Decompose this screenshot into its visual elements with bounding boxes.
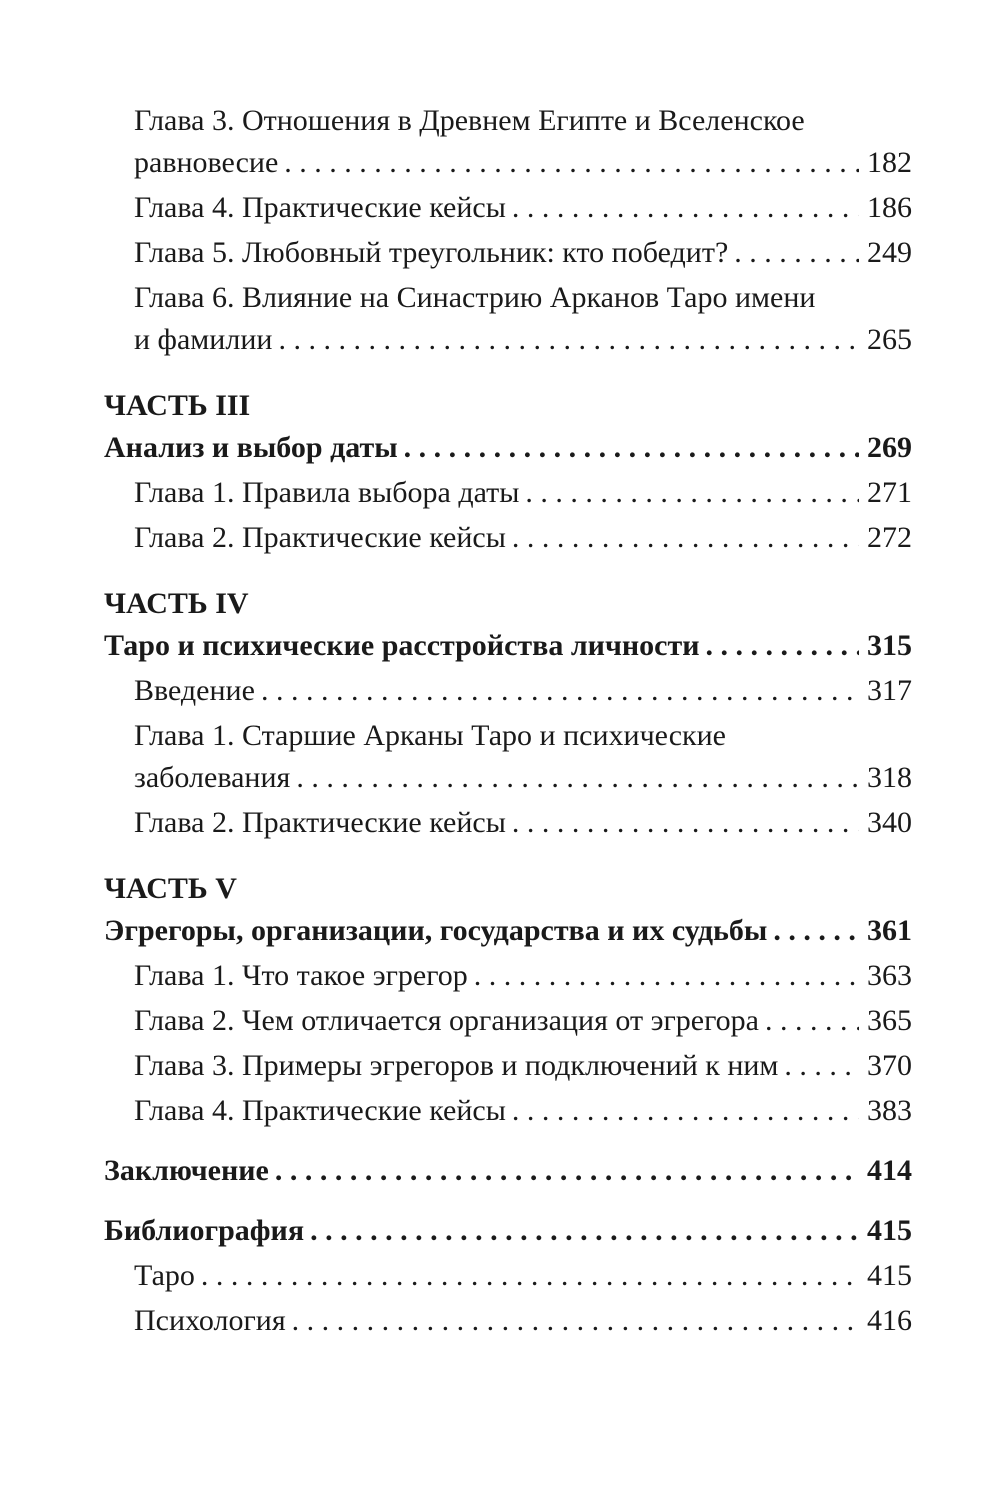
toc-entry <box>104 757 912 799</box>
toc-entry <box>104 802 912 844</box>
toc-entry <box>104 319 912 361</box>
toc-page-number: 271 <box>867 476 912 509</box>
toc-page-number: 383 <box>867 1094 912 1127</box>
toc-entry <box>104 1090 912 1132</box>
dot-leader <box>734 232 859 274</box>
dot-leader <box>512 187 859 229</box>
dot-leader <box>278 319 859 361</box>
dot-leader <box>404 427 859 469</box>
toc-entry <box>104 955 912 997</box>
toc-entry-title: Глава 1. Правила выбора даты <box>134 476 520 509</box>
toc-entry-title: Библиография <box>104 1214 305 1247</box>
toc-page-number: 365 <box>867 1004 912 1037</box>
dot-leader <box>773 910 859 952</box>
toc-entry-title: Таро <box>134 1259 195 1292</box>
toc-page-number: 415 <box>867 1259 912 1292</box>
toc-page-number: 361 <box>867 914 912 947</box>
toc-entry <box>104 472 912 514</box>
toc-entry-title: Глава 3. Примеры эгрегоров и подключений к ним <box>134 1049 779 1082</box>
toc-entry-two-line <box>104 100 912 184</box>
toc-page-number: 340 <box>867 806 912 839</box>
dot-leader <box>474 955 859 997</box>
toc-page-number: 182 <box>867 146 912 179</box>
toc-page-number: 269 <box>867 431 912 464</box>
dot-leader <box>275 1150 859 1192</box>
dot-leader <box>706 625 859 667</box>
toc-part-title <box>104 427 912 469</box>
toc-entry <box>104 517 912 559</box>
toc-entry-title-line2: равновесие <box>134 146 279 179</box>
toc-entry-title: Психология <box>134 1304 286 1337</box>
part-label: ЧАСТЬ V <box>104 872 237 905</box>
toc-part-title <box>104 625 912 667</box>
toc-entry-title: Глава 1. Что такое эгрегор <box>134 959 468 992</box>
toc-entry-title: Глава 4. Практические кейсы <box>134 191 506 224</box>
toc-entry-title-line1: Глава 3. Отношения в Древнем Египте и Вселенское <box>134 104 805 137</box>
toc-entry-title-line2: и фамилии <box>134 323 273 356</box>
toc-entry <box>104 670 912 712</box>
dot-leader <box>296 757 859 799</box>
toc-entry <box>104 187 912 229</box>
toc-entry <box>104 1300 912 1342</box>
toc-entry-title: Введение <box>134 674 255 707</box>
toc-page-number: 249 <box>867 236 912 269</box>
toc-page-number: 186 <box>867 191 912 224</box>
toc-entry-title: Глава 2. Чем отличается организация от эгрегора <box>134 1004 759 1037</box>
dot-leader <box>512 517 859 559</box>
toc-page-number: 318 <box>867 761 912 794</box>
dot-leader <box>765 1000 859 1042</box>
dot-leader <box>310 1210 859 1252</box>
toc-page-number: 415 <box>867 1214 912 1247</box>
toc-page-number: 370 <box>867 1049 912 1082</box>
toc-entry-title: Таро и психические расстройства личности <box>104 629 700 662</box>
dot-leader <box>525 472 859 514</box>
part-label: ЧАСТЬ III <box>104 389 251 422</box>
toc-entry-two-line <box>104 277 912 361</box>
table-of-contents <box>104 100 912 1342</box>
toc-entry-title-line1: Глава 1. Старшие Арканы Таро и психические <box>134 719 726 752</box>
dot-leader <box>784 1045 859 1087</box>
toc-entry <box>104 232 912 274</box>
toc-entry-title: Заключение <box>104 1154 269 1187</box>
dot-leader <box>512 1090 859 1132</box>
dot-leader <box>512 802 859 844</box>
toc-part-title <box>104 910 912 952</box>
toc-entry-title-line1: Глава 6. Влияние на Синастрию Арканов Таро имени <box>134 281 816 314</box>
toc-section-title <box>104 1150 912 1192</box>
dot-leader <box>201 1255 859 1297</box>
toc-page-number: 315 <box>867 629 912 662</box>
dot-leader <box>261 670 859 712</box>
toc-page-number: 317 <box>867 674 912 707</box>
toc-entry-title: Анализ и выбор даты <box>104 431 398 464</box>
toc-page-number: 416 <box>867 1304 912 1337</box>
toc-entry-title: Глава 2. Практические кейсы <box>134 521 506 554</box>
toc-entry-title: Глава 2. Практические кейсы <box>134 806 506 839</box>
toc-page-number: 272 <box>867 521 912 554</box>
toc-page-number: 363 <box>867 959 912 992</box>
toc-page-number: 414 <box>867 1154 912 1187</box>
toc-section-title <box>104 1210 912 1252</box>
toc-page-number: 265 <box>867 323 912 356</box>
toc-entry <box>104 142 912 184</box>
dot-leader <box>284 142 859 184</box>
toc-entry-title: Эгрегоры, организации, государства и их судьбы <box>104 914 768 947</box>
toc-entry <box>104 1255 912 1297</box>
part-label: ЧАСТЬ IV <box>104 587 249 620</box>
toc-entry <box>104 1000 912 1042</box>
toc-entry-title: Глава 5. Любовный треугольник: кто победит? <box>134 236 729 269</box>
toc-entry-two-line <box>104 715 912 799</box>
dot-leader <box>292 1300 859 1342</box>
toc-entry-title-line2: заболевания <box>134 761 291 794</box>
toc-entry <box>104 1045 912 1087</box>
toc-entry-title: Глава 4. Практические кейсы <box>134 1094 506 1127</box>
